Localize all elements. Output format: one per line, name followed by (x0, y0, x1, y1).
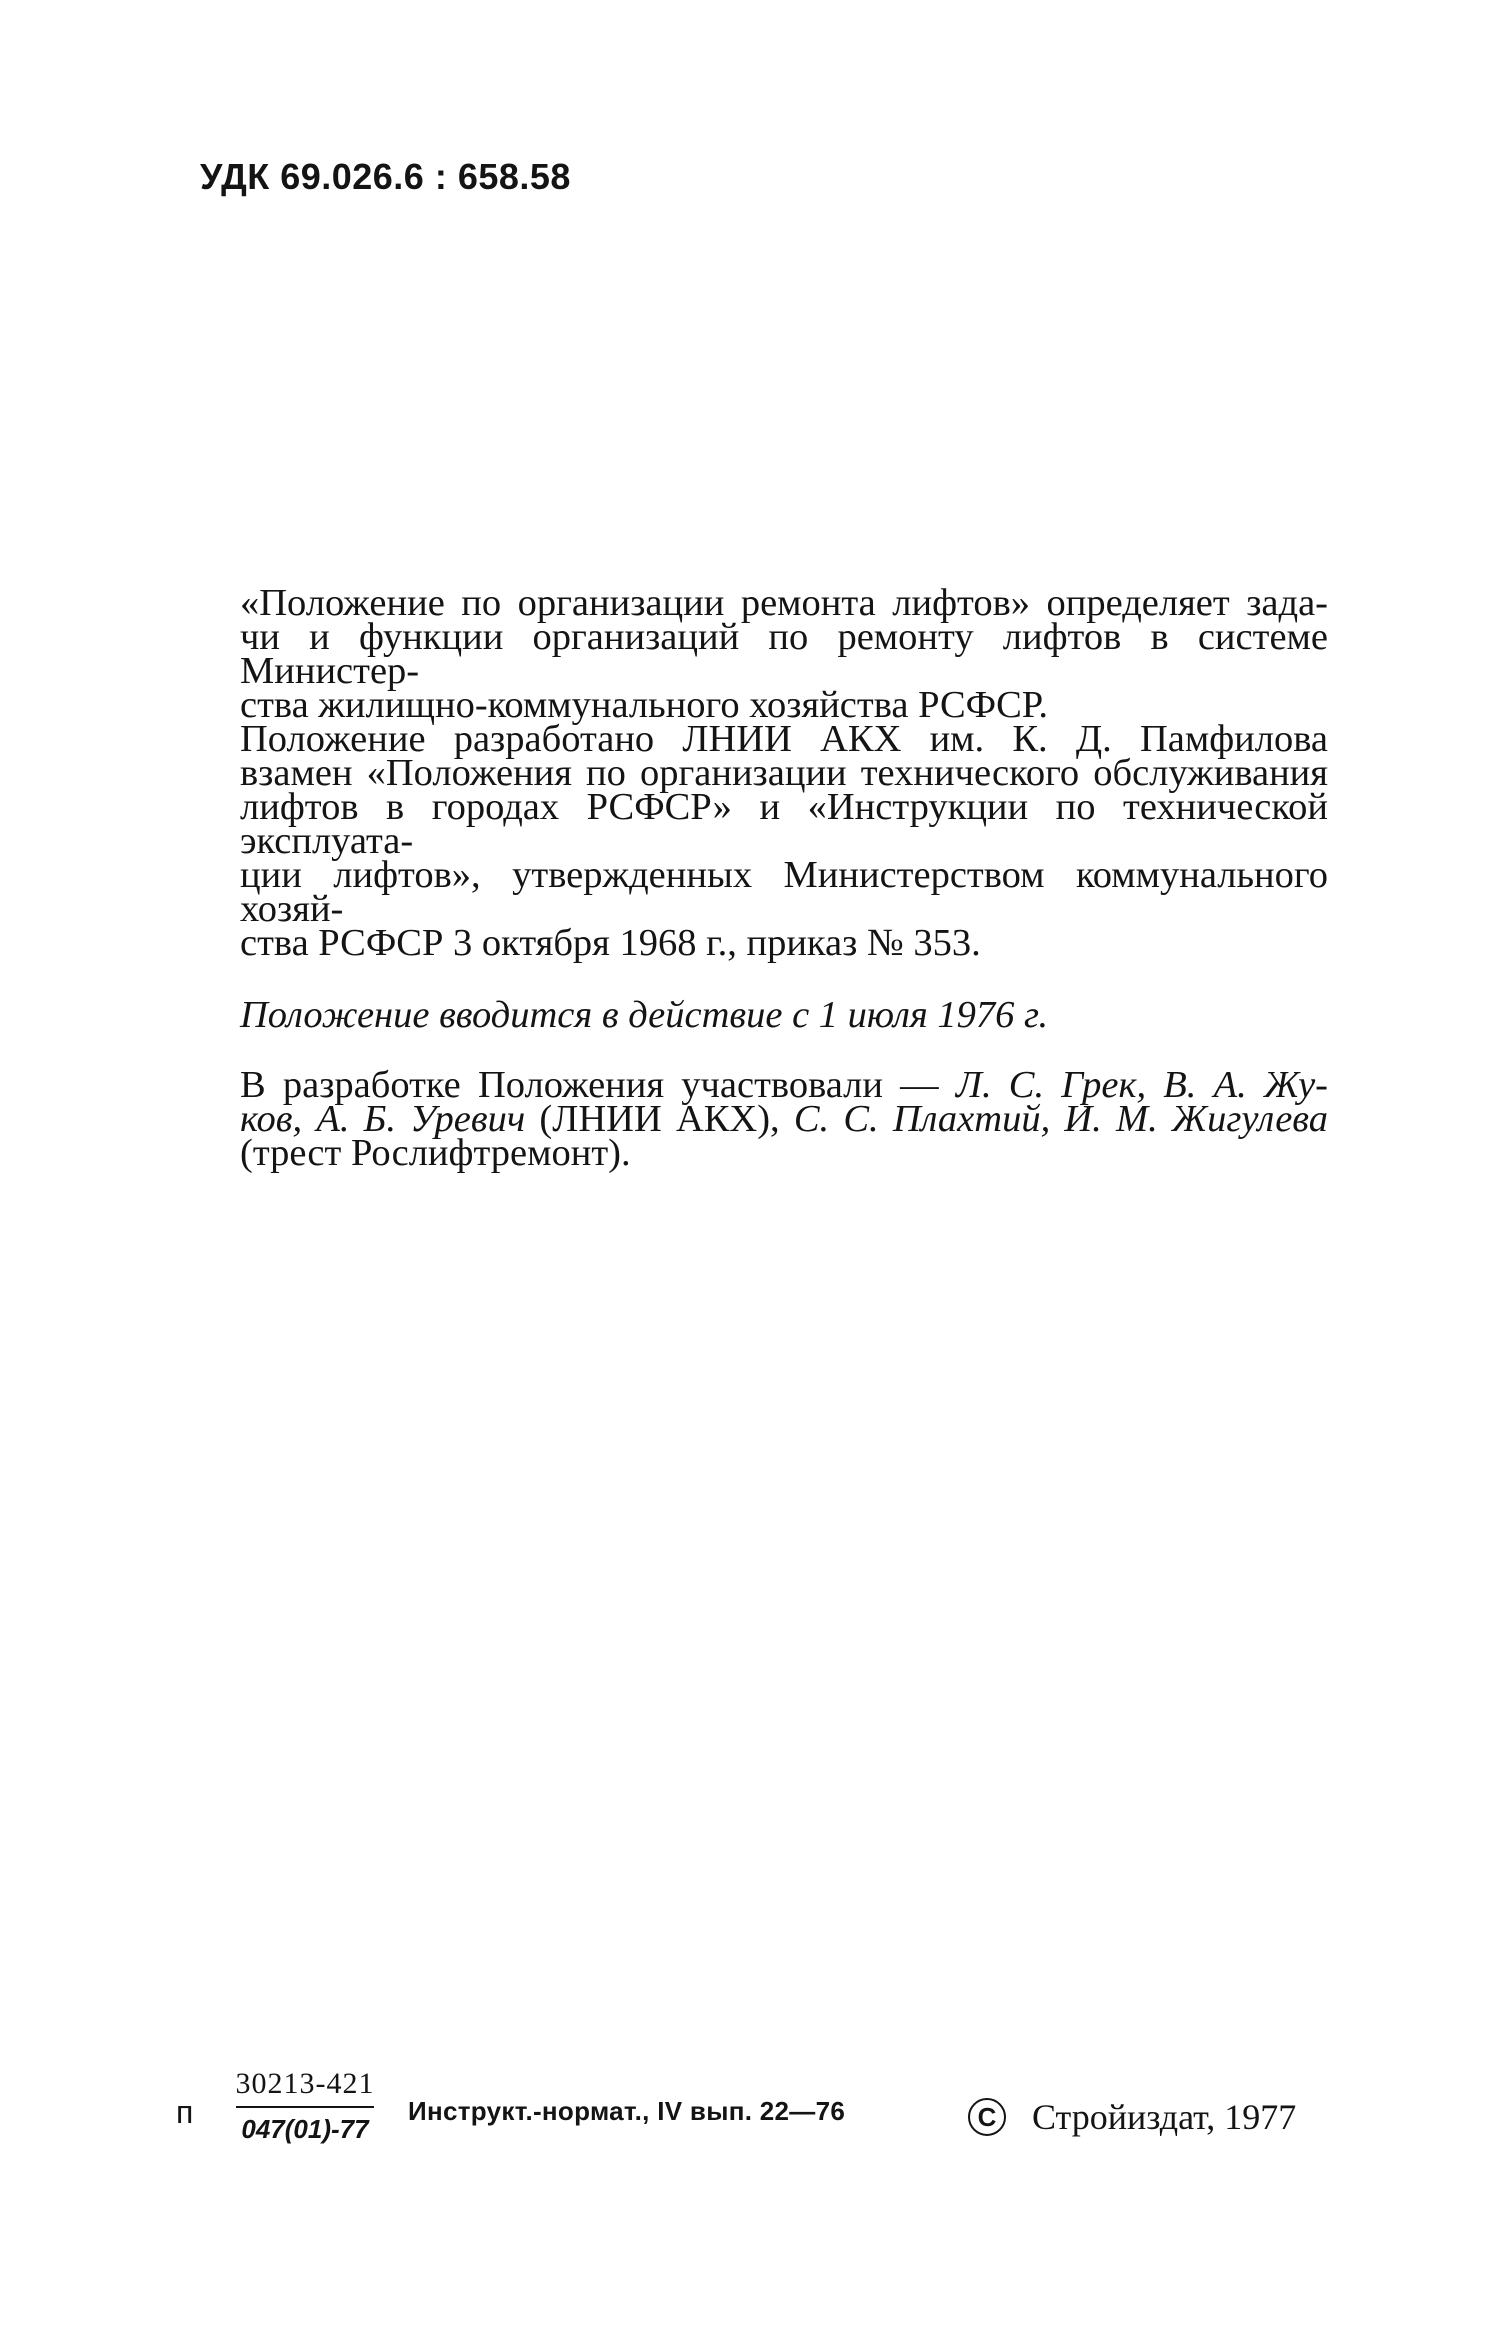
text-line: ции лифтов», утвержденных Министерством коммунального хозяй- (240, 854, 1328, 930)
publisher: Стройиздат, 1977 (1032, 2097, 1297, 2137)
text-line: Положение вводится в действие с 1 июля 1976 г. (240, 994, 1049, 1036)
copyright-icon: С (968, 2098, 1006, 2136)
text-plain: В разработке Положения участвовали — (240, 1064, 956, 1106)
text-italic: С. С. Плахтий, И. М. Жигулева (793, 1098, 1329, 1140)
fraction-bar (236, 2106, 374, 2108)
imprint-numerator: 30213-421 (235, 2067, 375, 2100)
text-line: Положение разработано ЛНИИ АКХ им. К. Д. Памфилова (240, 718, 1328, 760)
paragraph-purpose (240, 582, 1328, 726)
text-line (240, 1064, 1328, 1106)
paragraph-effective-date (240, 994, 1328, 1036)
body-text (240, 582, 1329, 1174)
udk-code: УДК 69.026.6 : 658.58 (200, 156, 571, 197)
imprint-code-fraction (230, 2066, 380, 2144)
text-line: «Положение по организации ремонта лифтов» определяет зада- (240, 582, 1328, 624)
text-italic: Л. С. Грек, В. А. Жу- (955, 1064, 1328, 1106)
imprint-denominator: 047(01)-77 (241, 2114, 369, 2144)
imprint-footer (160, 2066, 1332, 2176)
paragraph-contributors (240, 1064, 1329, 1174)
text-line (240, 1098, 1329, 1140)
text-line: чи и функции организаций по ремонту лифтов в системе Министер- (240, 616, 1328, 692)
instruction-series: Инструкт.-нормат., IV вып. 22—76 (408, 2096, 846, 2126)
text-line: ства РСФСР 3 октября 1968 г., приказ № 353. (240, 922, 981, 964)
text-line: (трест Рослифтремонт). (240, 1132, 631, 1174)
imprint-mark: п (176, 2094, 194, 2130)
text-italic: ков, А. Б. Уревич (240, 1098, 526, 1140)
text-line: взамен «Положения по организации технического обслуживания (240, 752, 1328, 794)
paragraph-developer (240, 718, 1328, 964)
text-line: ства жилищно-коммунального хозяйства РСФСР. (240, 684, 1048, 726)
text-plain: (ЛНИИ АКХ), (525, 1098, 794, 1140)
text-line: лифтов в городах РСФСР» и «Инструкции по технической эксплуата- (240, 786, 1328, 862)
copyright-line (968, 2096, 1296, 2140)
